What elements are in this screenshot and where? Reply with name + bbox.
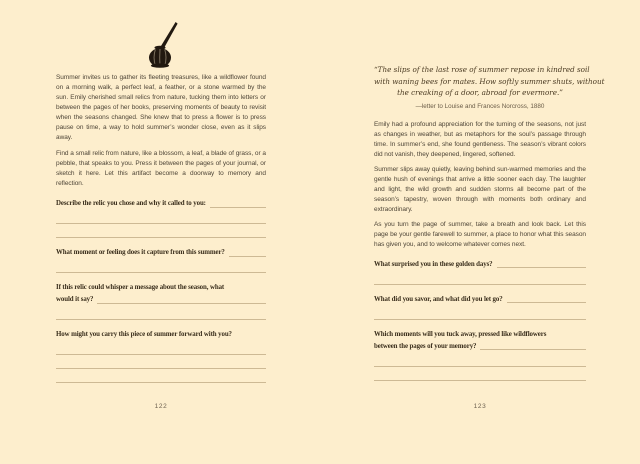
answer-line — [56, 368, 266, 369]
quote-block — [374, 64, 605, 110]
answer-line — [480, 349, 586, 350]
quote-line: with waning bees for mates. How softly summer shuts, without — [374, 76, 605, 86]
prompt-label: would it say? — [56, 296, 94, 303]
quote-line: “The slips of the last rose of summer repose in kindred soil — [374, 65, 590, 74]
prompt-surprised — [374, 259, 586, 271]
answer-line — [374, 380, 586, 381]
prompt-moment-feeling — [56, 247, 266, 259]
summer-slips-paragraph: Summer slips away quietly, leaving behind sun-warmed memories and the gentle hush of evenings that arrive a little sooner each day. The laughter and light, the wild growth and sudden storms all become part of the season’s tapestry, woven through with moments both ordinary and extraordinary. — [374, 165, 586, 213]
answer-line — [210, 207, 266, 208]
inkwell-quill-graphic — [143, 22, 179, 68]
quote-line: the creaking of a door, abroad for evermore.” — [397, 88, 563, 97]
prompt-label: If this relic could whisper a message about the season, what — [56, 284, 225, 291]
answer-line — [56, 354, 266, 355]
prompt-label: What did you savor, and what did you let go? — [374, 295, 503, 303]
page-number-left: 122 — [154, 403, 168, 410]
answer-line — [374, 319, 586, 320]
prompt-savor-let-go — [374, 294, 586, 306]
prompt-label: What surprised you in these golden days? — [374, 260, 493, 268]
answer-line — [229, 256, 266, 257]
seasons-paragraph: Emily had a profound appreciation for the turning of the seasons, not just as changes in weather, but as metaphors for the soul’s passage through time. In summer’s end, she found gentleness. The season’s vibrant colors did not vanish, they deepened, lingered, softened. — [374, 120, 586, 158]
inkwell-quill-icon — [141, 22, 181, 68]
answer-line — [374, 284, 586, 285]
answer-line — [507, 302, 586, 303]
page-number-right: 123 — [473, 403, 487, 410]
prompt-carry-forward — [56, 329, 266, 341]
prompt-label: between the pages of your memory? — [374, 342, 477, 350]
answer-line — [56, 382, 266, 383]
answer-line — [56, 237, 266, 238]
answer-line — [56, 272, 266, 273]
instruction-paragraph: Find a small relic from nature, like a blossom, a leaf, a blade of grass, or a pebble, that speaks to you. Press it between the pages of your journal, or sketch it here. Let this artifact become a doorway to memory and reflection. — [56, 150, 266, 187]
prompt-describe-relic — [56, 198, 266, 210]
answer-line — [97, 303, 266, 304]
answer-line — [56, 319, 266, 320]
prompt-label: Which moments will you tuck away, pressed like wildflowers — [374, 330, 547, 338]
intro-paragraph: Summer invites us to gather its fleeting treasures, like a wildflower found on a morning walk, a perfect leaf, a feather, or a stone warmed by the sun. Emily cherished small relics from nature, tucking them into letters or between the pages of her books, preserving moments of beauty to revisit when the seasons changed. She knew that to press a flower is to press pause on time, a way to hold summer’s wonder close, even as it slips away. — [56, 74, 266, 141]
answer-line — [374, 366, 586, 367]
prompt-whisper-message — [56, 282, 266, 306]
right-page — [374, 0, 605, 464]
farewell-paragraph: As you turn the page of summer, take a breath and look back. Let this page be your gentle farewell to summer, a place to honor what this season has given you, and to welcome whatever comes next. — [374, 220, 586, 248]
prompt-tuck-away — [374, 329, 586, 353]
left-page — [56, 0, 266, 464]
prompt-label: Describe the relic you chose and why it called to you: — [56, 200, 206, 207]
prompt-label: How might you carry this piece of summer forward with you? — [56, 331, 232, 338]
prompt-label: What moment or feeling does it capture from this summer? — [56, 249, 225, 256]
quote-attribution: —letter to Louise and Frances Norcross, 1880 — [415, 102, 545, 110]
answer-line — [497, 267, 586, 268]
answer-line — [56, 223, 266, 224]
